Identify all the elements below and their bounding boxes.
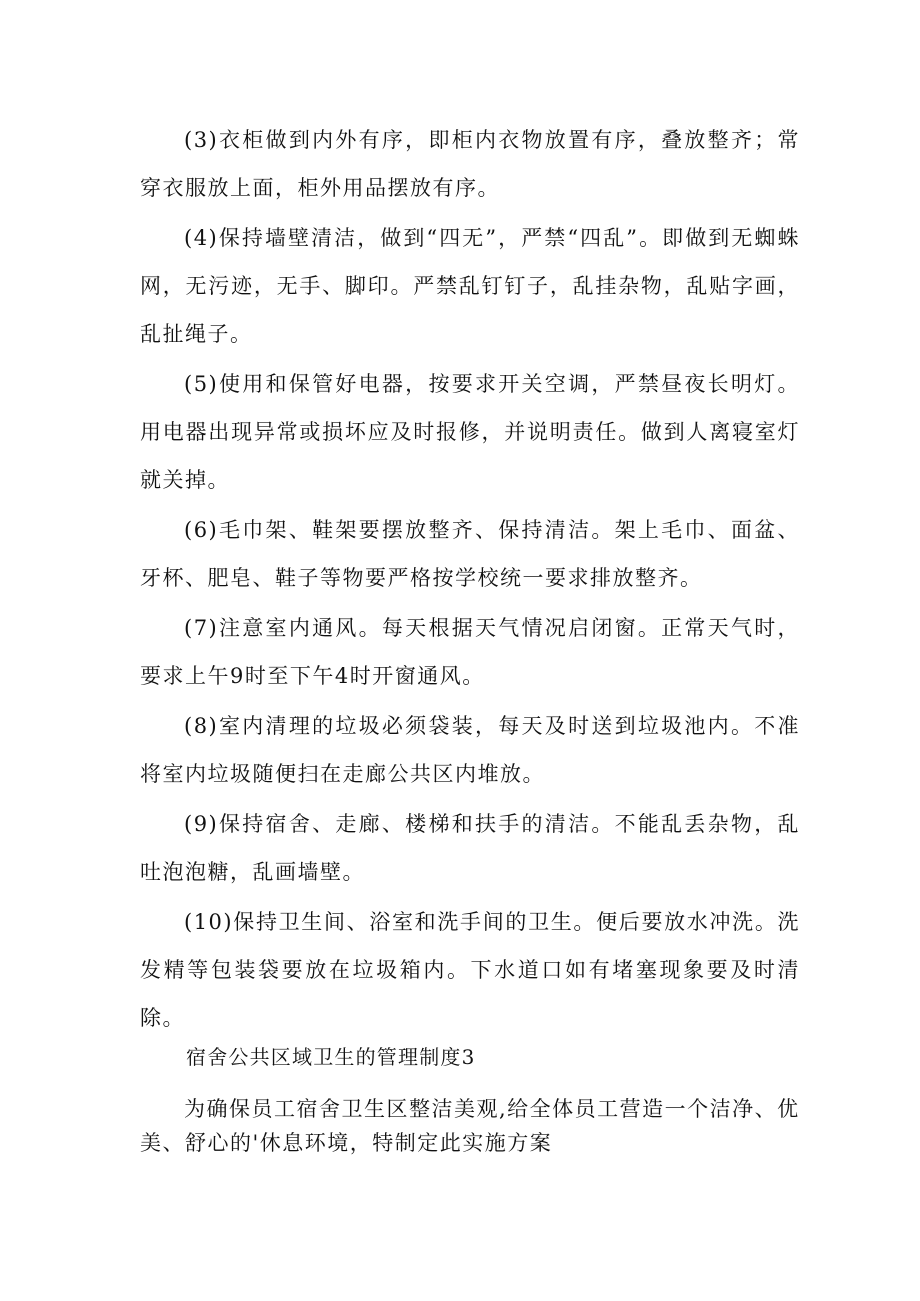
- intro-paragraph: 为确保员工宿舍卫生区整洁美观,给全体员工营造一个洁净、优美、舒心的'休息环境，特制定此实施方案: [140, 1097, 800, 1155]
- rule-item-10: (10)保持卫生间、浴室和洗手间的卫生。便后要放水冲洗。洗发精等包装袋要放在垃圾箱内。下水道口如有堵塞现象要及时清除。: [140, 910, 800, 1030]
- rule-item-7: (7)注意室内通风。每天根据天气情况启闭窗。正常天气时，要求上午9时至下午4时开窗通风。: [140, 616, 800, 688]
- rule-item-6: (6)毛巾架、鞋架要摆放整齐、保持清洁。架上毛巾、面盆、牙杯、肥皂、鞋子等物要严格按学校统一要求排放整齐。: [140, 518, 800, 590]
- rule-item-8: (8)室内清理的垃圾必须袋装，每天及时送到垃圾池内。不准将室内垃圾随便扫在走廊公共区内堆放。: [140, 714, 800, 786]
- rule-item-3: (3)衣柜做到内外有序，即柜内衣物放置有序，叠放整齐；常穿衣服放上面，柜外用品摆放有序。: [140, 128, 800, 200]
- rule-item-9: (9)保持宿舍、走廊、楼梯和扶手的清洁。不能乱丢杂物，乱吐泡泡糖，乱画墙壁。: [140, 812, 800, 884]
- rule-item-4: (4)保持墙壁清洁，做到“四无”，严禁“四乱”。即做到无蜘蛛网，无污迹，无手、脚印。严禁乱钉钉子，乱挂杂物，乱贴字画，乱扯绳子。: [140, 226, 800, 346]
- section-title: 宿舍公共区域卫生的管理制度3: [186, 1045, 476, 1069]
- rule-item-5: (5)使用和保管好电器，按要求开关空调，严禁昼夜长明灯。用电器出现异常或损坏应及时报修，并说明责任。做到人离寝室灯就关掉。: [140, 372, 800, 492]
